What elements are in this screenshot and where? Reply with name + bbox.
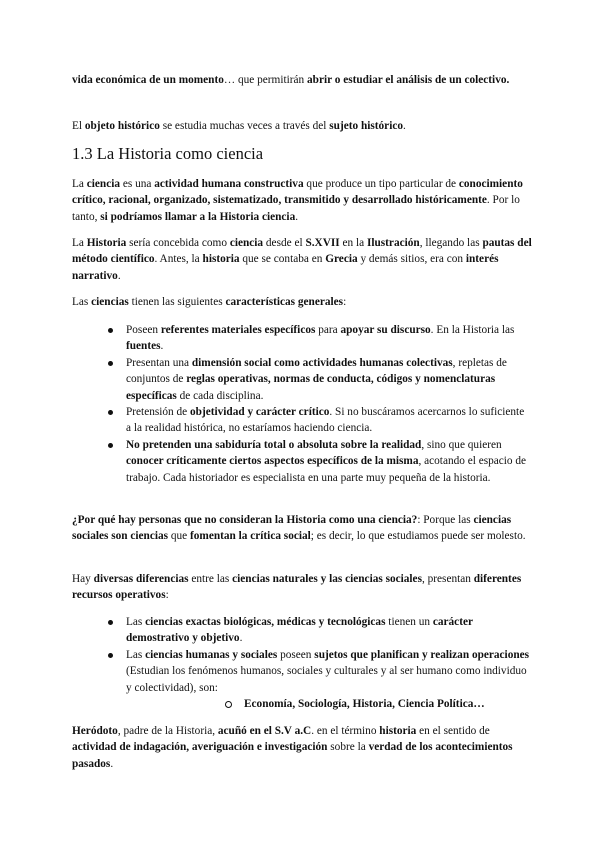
text: . en el término [311,725,380,737]
paragraph-pregunta-ciencia [72,512,532,545]
bold-text: Ilustración [366,237,420,249]
text: entre las [188,573,233,585]
bold-text: ciencias exactas biológicas, médicas y tecnológicas [145,616,386,628]
text: , repletas de conjuntos de [126,356,507,386]
bold-text: Economía, Sociología, Historia, Ciencia Política… [244,698,485,711]
bold-text: conocer críticamente ciertos aspectos específicos de la misma [126,455,419,468]
text: que produce un tipo particular de [303,178,459,190]
text: Presentan una [126,356,192,369]
text: La [72,178,87,190]
text: , llegando las [419,237,483,249]
bold-text: Historia [86,237,127,249]
text: La [72,237,87,249]
text: Hay [72,573,94,585]
text: . Por lo tanto, [72,194,520,223]
bold-text: características generales [225,296,344,308]
text: se estudia muchas veces a través del [159,120,330,132]
bold-text: diferentes recursos operativos [72,573,522,602]
paragraph-intro-continuation [72,72,532,88]
sciences-list [72,614,532,712]
paragraph-diferencias [72,571,532,604]
bold-text: fomentan la crítica social [190,530,311,543]
list-item [72,322,532,355]
bold-text: carácter demostrativo y objetivo [126,616,473,645]
text: tienen un [385,616,433,628]
bold-text: pautas del método científico [72,237,532,266]
text: es una [120,178,155,190]
paragraph-caracteristicas-intro [72,294,532,310]
text: … que permitirán [223,74,308,86]
bold-text: diversas diferencias [93,573,189,585]
text: poseen [277,648,315,661]
bold-text: verdad de los acontecimientos pasados [72,741,513,770]
text: . [295,210,299,223]
section-heading: 1.3 La Historia como ciencia [72,144,264,163]
text: , presentan [421,573,474,585]
text: . [403,120,406,132]
bold-text: ciencia [86,178,121,190]
bold-text: actividad de indagación, averiguación e investigación [72,741,328,754]
text: sería concebida como [126,237,230,249]
bold-text: Heródoto [72,725,118,737]
bold-text: historia [379,725,417,737]
list-item [72,437,532,486]
text: que [168,530,190,543]
text: ; es decir, lo que estudiamos puede ser molesto. [310,530,526,543]
bold-text: S.XVII [305,237,340,249]
bold-text: historia [202,253,240,266]
text: de cada disciplina. [176,389,264,402]
text: (Estudian los fenómenos humanos, sociales y culturales y al ser humano como individuo y colectividad), son: [126,665,527,694]
characteristics-list [72,322,532,486]
text: . Si no buscáramos acercarnos lo suficiente a la realidad histórica, no estaríamos haciendo ciencia. [126,406,525,435]
text: desde el [263,237,306,249]
text: para [315,324,341,336]
text: . Antes, la [154,253,203,266]
bold-text: interés narrativo [72,253,499,282]
bold-text: ciencias humanas y sociales [145,648,278,661]
text: que se contaba en [239,253,326,266]
bold-text: Grecia [325,253,358,266]
list-item [72,355,532,404]
text: , padre de la Historia, [117,725,218,737]
bold-text: fuentes [126,340,161,353]
bold-text: reglas operativas, normas de conducta, códigos y nomenclaturas específicas [126,373,496,402]
bold-text: No pretenden una sabiduría total o absoluta sobre la realidad [126,438,422,451]
text: sobre la [327,741,369,754]
text: . [117,269,121,282]
bold-text: vida económica de un momento [72,74,224,86]
list-item [72,614,532,647]
text: Las [126,648,146,661]
text: Las [72,296,92,308]
bold-text: objetividad y carácter crítico [190,406,330,419]
paragraph-herodoto [72,723,532,772]
text: . En la Historia las [430,324,515,336]
bold-text: actividad humana constructiva [154,178,304,190]
text: Pretensión de [126,406,191,419]
text: tienen las siguientes [128,296,226,308]
bold-text: apoyar su discurso [340,324,431,336]
text: : Porque las [417,514,474,526]
bold-text: ciencia [229,237,264,249]
text: Poseen [126,324,161,336]
bold-text: sujeto histórico [329,120,403,132]
bold-text: ciencias [91,296,129,308]
text: : [165,589,169,602]
text: Las [126,616,146,628]
bold-text: ¿Por qué hay personas que no consideran la Historia como una ciencia? [72,514,418,526]
text: en la [339,237,367,249]
text: El [72,120,85,132]
bold-text: abrir o estudiar el análisis de un colectivo. [307,74,510,86]
text: . [239,632,243,645]
list-item [72,404,532,437]
text: : [343,296,347,308]
text: en el sentido de [416,725,490,737]
bold-text: sujetos que planifican y realizan operaciones [314,648,530,661]
bold-text: ciencias naturales y las ciencias sociales [232,573,422,585]
list-item [72,647,532,713]
bold-text: acuñó en el S.V a.C [217,725,312,737]
sub-list-item [126,696,532,712]
bold-text: ciencias sociales son ciencias [72,514,512,543]
text: , sino que quieren [421,438,502,451]
text: , acotando el espacio de trabajo. Cada historiador es especialista en una parte muy pequeña de la historia. [126,455,527,484]
bold-text: dimensión social como actividades humanas colectivas [191,356,453,369]
bold-text: objeto histórico [84,120,160,132]
bold-text: referentes materiales específicos [160,324,316,336]
bold-text: conocimiento crítico, racional, organizado, sistematizado, transmitido y desarrollado históricamente [72,178,523,207]
bold-text: si podríamos llamar a la Historia ciencia [100,210,296,223]
paragraph-historia-ciencia [72,235,532,284]
text: y demás sitios, era con [357,253,466,266]
text: . [160,340,164,353]
paragraph-ciencia-definition [72,176,532,225]
text: . [110,757,114,770]
paragraph-objeto-historico [72,118,532,134]
